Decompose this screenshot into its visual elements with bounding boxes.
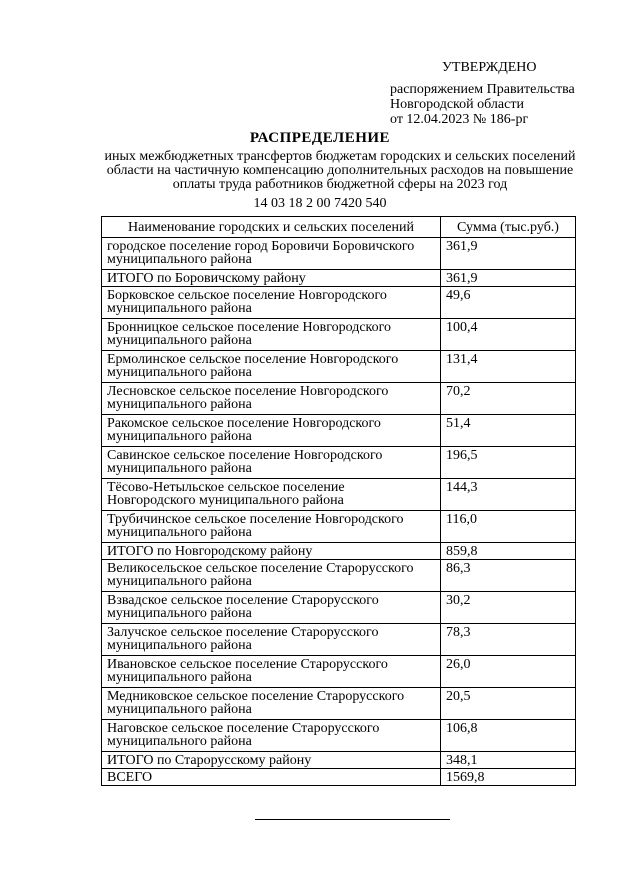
settlement-name: городское поселение город Боровичи Боровичского муниципального района (102, 238, 441, 270)
table-row (102, 592, 576, 624)
approval-line-1: распоряжением Правительства (390, 82, 575, 97)
settlement-name: Трубичинское сельское поселение Новгородского муниципального района (102, 511, 441, 543)
table-row (102, 319, 576, 351)
total-row (102, 543, 576, 560)
approval-line-3: от 12.04.2023 № 186-рг (390, 112, 529, 127)
settlement-sum: 116,0 (441, 511, 576, 543)
budget-code: 14 03 18 2 00 7420 540 (253, 196, 387, 211)
table-row (102, 351, 576, 383)
settlement-sum: 100,4 (441, 319, 576, 351)
table-row (102, 720, 576, 752)
settlement-name: Залучское сельское поселение Старорусского муниципального района (102, 624, 441, 656)
approval-title: УТВЕРЖДЕНО (442, 60, 537, 75)
total-row (102, 752, 576, 769)
distribution-table (101, 216, 576, 786)
settlement-sum: 86,3 (441, 560, 576, 592)
settlement-name: Великосельское сельское поселение Старорусского муниципального района (102, 560, 441, 592)
approval-block (390, 60, 610, 127)
table-row (102, 688, 576, 720)
document-title: РАСПРЕДЕЛЕНИЕ (249, 130, 391, 146)
settlement-sum: 144,3 (441, 479, 576, 511)
settlement-sum: 196,5 (441, 447, 576, 479)
settlement-name: Тёсово-Нетыльское сельское поселение Новгородского муниципального района (102, 479, 441, 511)
total-name: ИТОГО по Старорусскому району (102, 752, 441, 769)
table-row (102, 447, 576, 479)
total-name: ИТОГО по Боровичскому району (102, 270, 441, 287)
table-row (102, 624, 576, 656)
settlement-name: Ивановское сельское поселение Старорусского муниципального района (102, 656, 441, 688)
document-subtitle: иных межбюджетных трансфертов бюджетам городских и сельских поселений области на частичную компенсацию дополнительных расходов на повышение оплаты труда работников бюджетной сферы на 2023 год (104, 149, 576, 192)
header-sum: Сумма (тыс.руб.) (441, 217, 576, 238)
settlement-sum: 106,8 (441, 720, 576, 752)
grand-total-sum: 1569,8 (441, 769, 576, 786)
settlement-sum: 70,2 (441, 383, 576, 415)
settlement-name: Ермолинское сельское поселение Новгородского муниципального района (102, 351, 441, 383)
settlement-name: Медниковское сельское поселение Старорусского муниципального района (102, 688, 441, 720)
settlement-name: Савинское сельское поселение Новгородского муниципального района (102, 447, 441, 479)
settlement-name: Взвадское сельское поселение Старорусского муниципального района (102, 592, 441, 624)
settlement-sum: 78,3 (441, 624, 576, 656)
settlement-sum: 361,9 (441, 238, 576, 270)
total-name: ИТОГО по Новгородскому району (102, 543, 441, 560)
table-row (102, 287, 576, 319)
grand-total-row (102, 769, 576, 786)
total-sum: 348,1 (441, 752, 576, 769)
table-row (102, 479, 576, 511)
approval-line-2: Новгородской области (390, 97, 524, 112)
table-row (102, 238, 576, 270)
grand-total-name: ВСЕГО (102, 769, 441, 786)
settlement-name: Ракомское сельское поселение Новгородского муниципального района (102, 415, 441, 447)
table-row (102, 560, 576, 592)
settlement-name: Борковское сельское поселение Новгородского муниципального района (102, 287, 441, 319)
total-sum: 361,9 (441, 270, 576, 287)
table-row (102, 415, 576, 447)
settlement-sum: 30,2 (441, 592, 576, 624)
closing-rule (255, 819, 450, 820)
total-row (102, 270, 576, 287)
total-sum: 859,8 (441, 543, 576, 560)
table-row (102, 511, 576, 543)
settlement-sum: 49,6 (441, 287, 576, 319)
settlement-name: Бронницкое сельское поселение Новгородского муниципального района (102, 319, 441, 351)
settlement-name: Наговское сельское поселение Старорусского муниципального района (102, 720, 441, 752)
table-header-row (102, 217, 576, 238)
table-row (102, 656, 576, 688)
settlement-sum: 131,4 (441, 351, 576, 383)
settlement-name: Лесновское сельское поселение Новгородского муниципального района (102, 383, 441, 415)
table-row (102, 383, 576, 415)
settlement-sum: 20,5 (441, 688, 576, 720)
header-name: Наименование городских и сельских поселений (102, 217, 441, 238)
settlement-sum: 26,0 (441, 656, 576, 688)
settlement-sum: 51,4 (441, 415, 576, 447)
